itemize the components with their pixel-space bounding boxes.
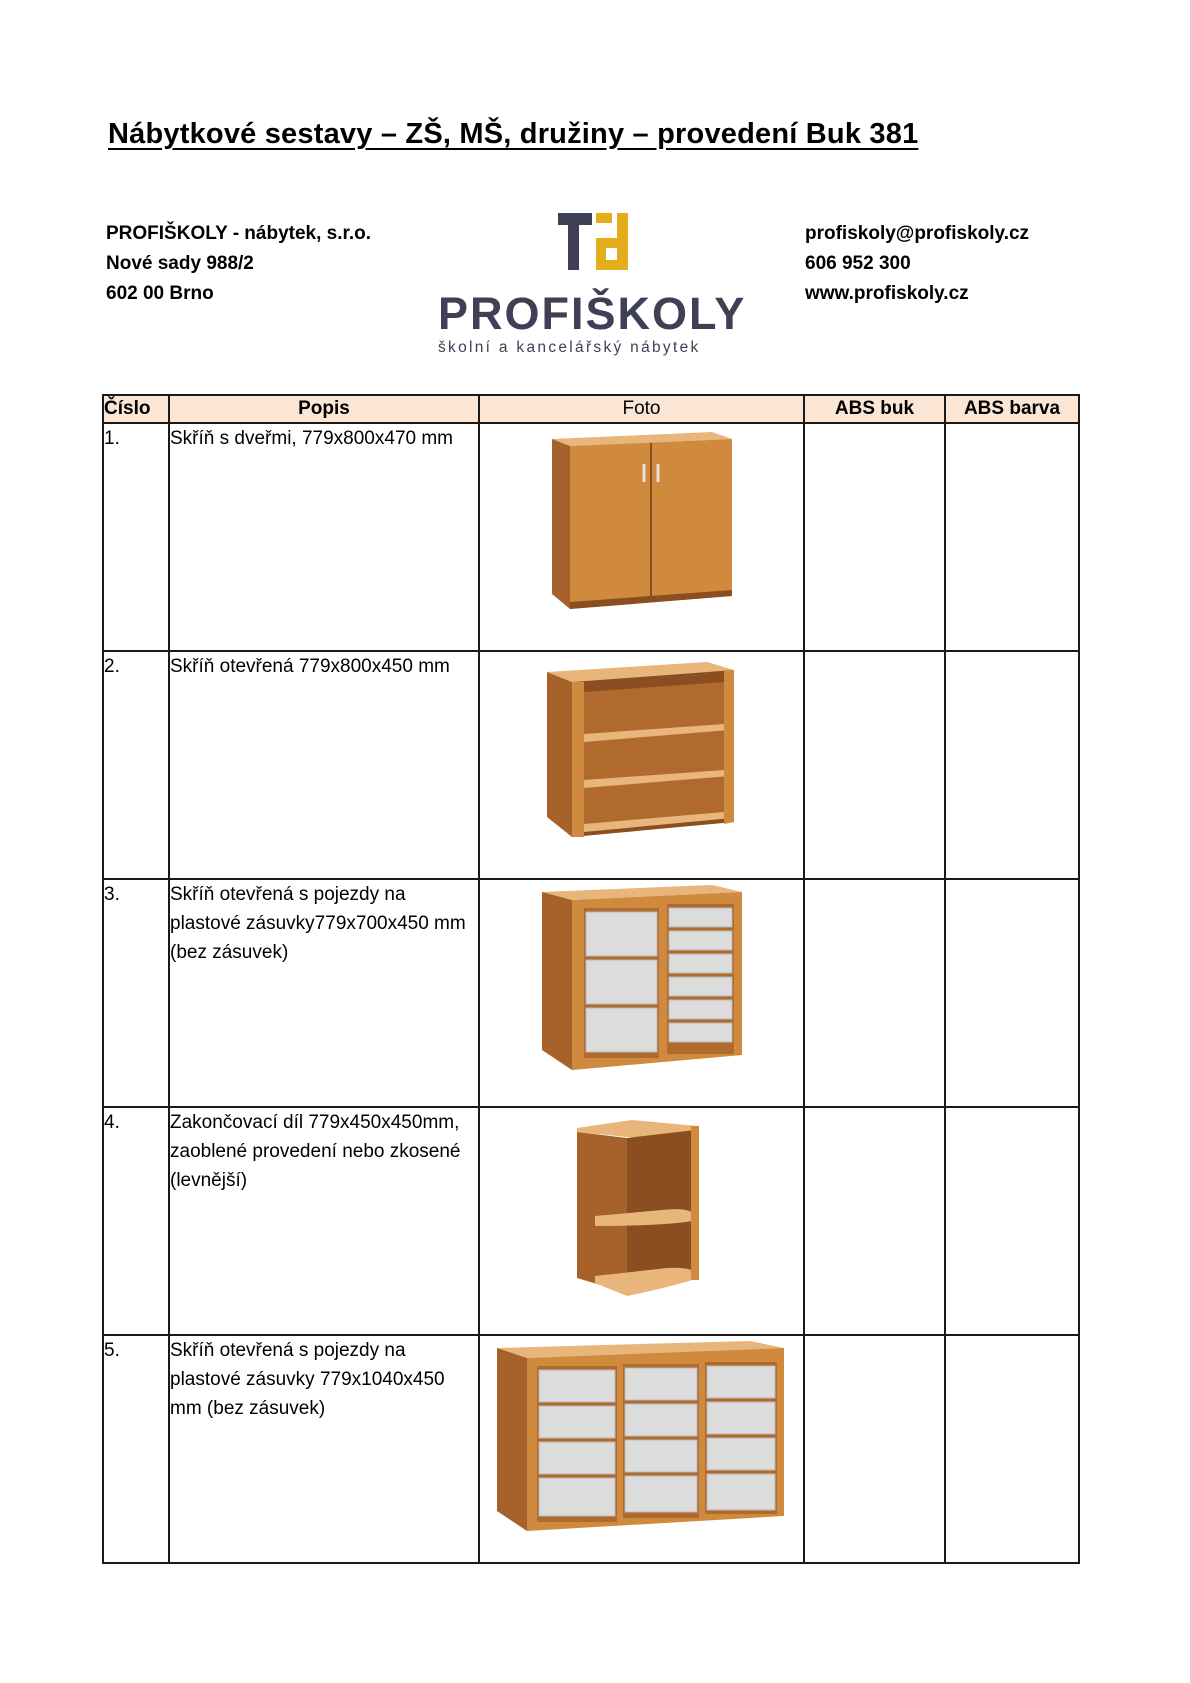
row-description: Skříň s dveřmi, 779x800x470 mm [169,423,479,651]
row-abs-buk[interactable] [804,423,945,651]
drawer-cabinet-2col-icon [537,880,747,1075]
row-description: Zakončovací díl 779x450x450mm, zaoblené provedení nebo zkosené (levnější) [169,1107,479,1335]
row-abs-buk[interactable] [804,879,945,1107]
page-title: Nábytkové sestavy – ZŠ, MŠ, družiny – provedení Buk 381 [108,118,919,150]
company-name: PROFIŠKOLY - nábytek, s.r.o. [106,223,372,244]
row-photo [479,1335,804,1563]
row-abs-buk[interactable] [804,1107,945,1335]
row-photo [479,423,804,651]
company-logo [430,210,760,360]
cabinet-with-doors-icon [542,424,742,614]
drawer-cabinet-3col-icon [492,1336,792,1536]
header-number: Číslo [103,395,169,423]
row-photo [479,879,804,1107]
logo-tagline: školní a kancelářský nábytek [438,339,701,356]
open-shelf-cabinet-icon [542,652,742,842]
company-email[interactable]: profiskoly@profiskoly.cz [805,223,1030,244]
company-web[interactable]: www.profiskoly.cz [805,283,969,304]
row-number: 5. [103,1335,169,1563]
header-abs-buk: ABS buk [804,395,945,423]
row-number: 3. [103,879,169,1107]
company-phone: 606 952 300 [805,253,911,274]
row-photo [479,651,804,879]
table-row [103,423,1079,651]
row-abs-barva[interactable] [945,1107,1079,1335]
corner-end-piece-icon [567,1108,717,1303]
header-photo: Foto [479,395,804,423]
table-row [103,879,1079,1107]
row-abs-barva[interactable] [945,651,1079,879]
row-number: 2. [103,651,169,879]
row-abs-barva[interactable] [945,423,1079,651]
table-row [103,1107,1079,1335]
header-abs-barva: ABS barva [945,395,1079,423]
table-row [103,1335,1079,1563]
logo-mark-icon [430,210,760,288]
row-abs-buk[interactable] [804,1335,945,1563]
header-description: Popis [169,395,479,423]
row-abs-buk[interactable] [804,651,945,879]
logo-wordmark: PROFIŠKOLY [438,288,747,339]
table-header-row [103,395,1079,423]
row-description: Skříň otevřená s pojezdy na plastové zásuvky779x700x450 mm (bez zásuvek) [169,879,479,1107]
row-abs-barva[interactable] [945,1335,1079,1563]
company-address [106,219,371,309]
row-number: 4. [103,1107,169,1335]
row-description: Skříň otevřená 779x800x450 mm [169,651,479,879]
table-row [103,651,1079,879]
row-description: Skříň otevřená s pojezdy na plastové zásuvky 779x1040x450 mm (bez zásuvek) [169,1335,479,1563]
company-street: Nové sady 988/2 [106,253,254,274]
row-abs-barva[interactable] [945,879,1079,1107]
company-contact [805,219,1029,309]
product-table [102,394,1080,1564]
company-city: 602 00 Brno [106,283,214,304]
row-number: 1. [103,423,169,651]
row-photo [479,1107,804,1335]
